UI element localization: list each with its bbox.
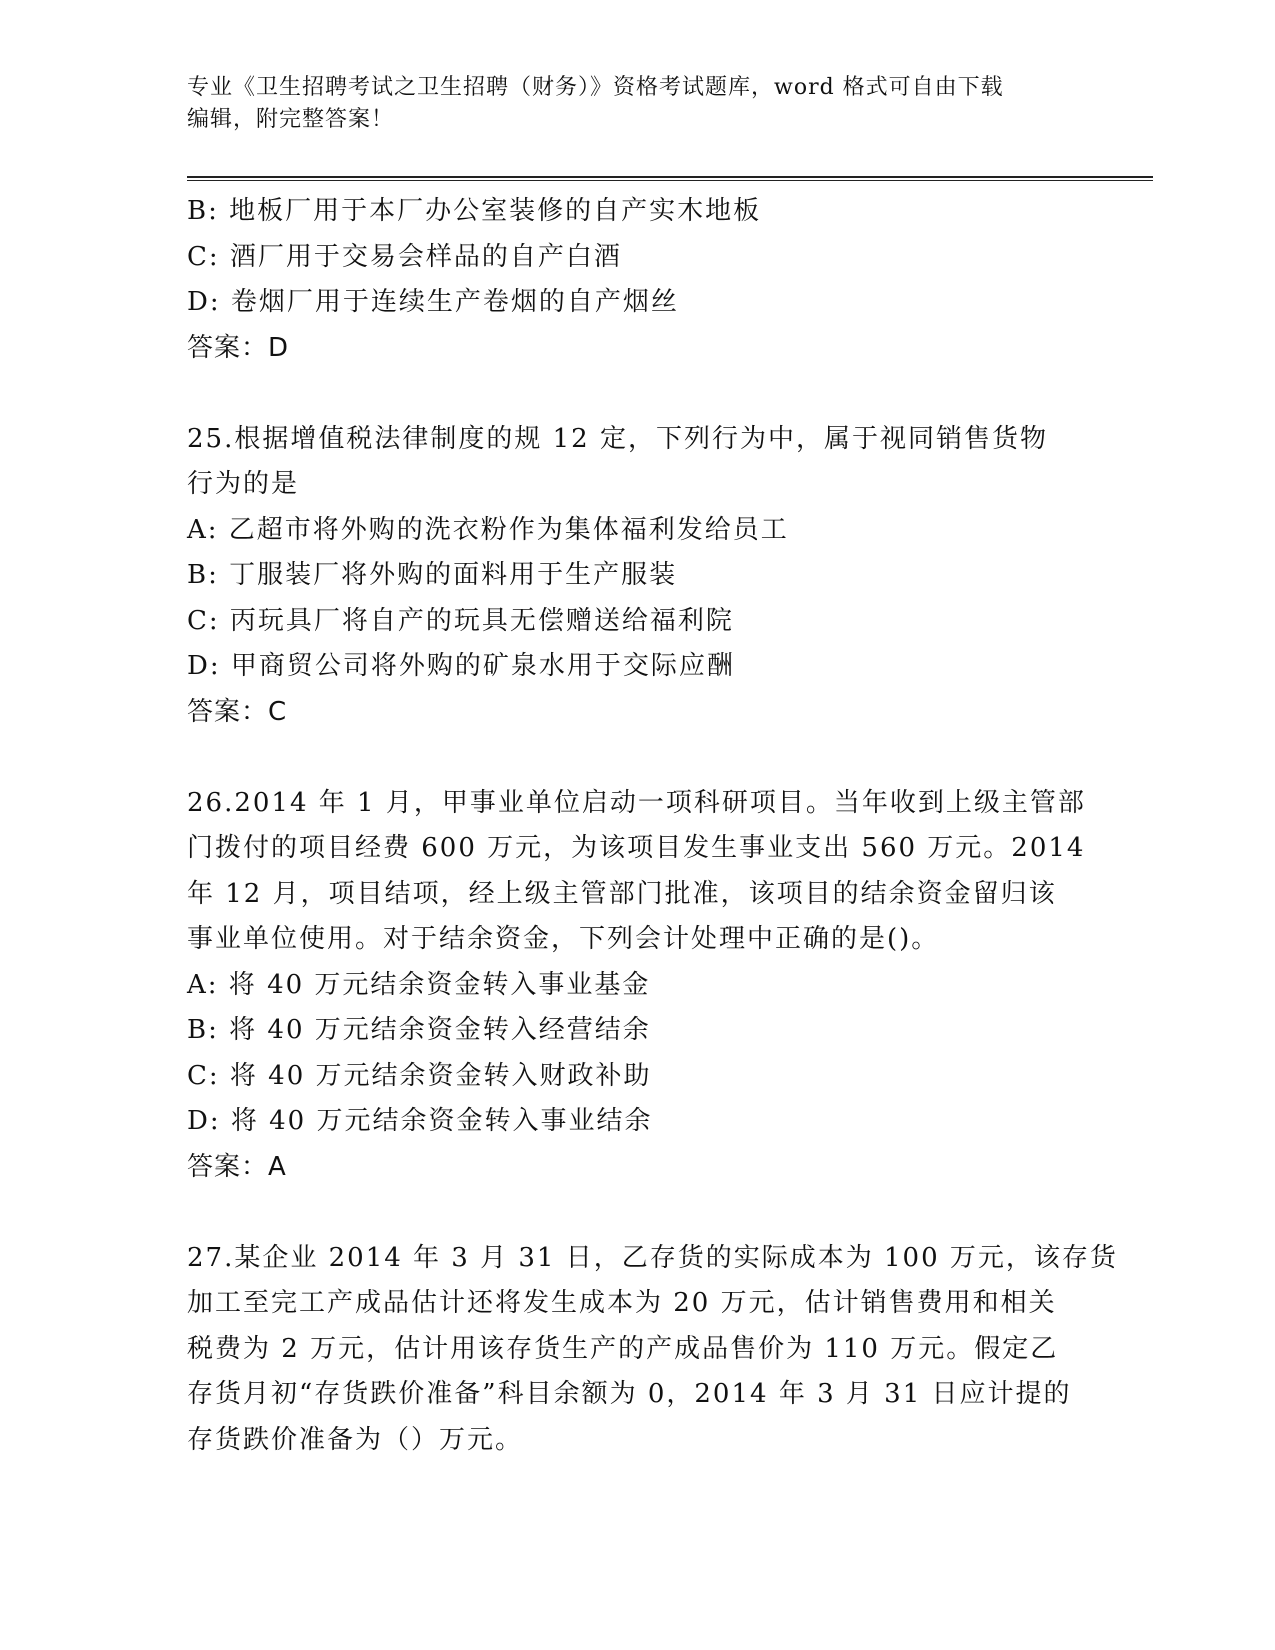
header-divider [187,176,1153,181]
header-line-2: 编辑，附完整答案！ [187,107,395,132]
question-stem-line: 27.某企业 2014 年 3 月 31 日，乙存货的实际成本为 100 万元，该存货 [187,1242,1118,1273]
question-27 [187,1236,1118,1464]
question-stem-line: 事业单位使用。对于结余资金，下列会计处理中正确的是()。 [187,924,940,954]
question-stem-line: 税费为 2 万元，估计用该存货生产的产成品售价为 110 万元。假定乙 [187,1333,1059,1364]
question-stem-line: 行为的是 [187,469,300,499]
question-stem-line: 存货月初“存货跌价准备”科目余额为 0，2014 年 3 月 31 日应计提的 [187,1379,1072,1409]
answer-line: 答案：D [187,332,290,363]
spacer [187,1190,1087,1236]
option-d: D: 将 40 万元结余资金转入事业结余 [187,1106,653,1136]
question-24 [187,189,1087,371]
option-c: C: 酒厂用于交易会样品的自产白酒 [187,241,622,272]
question-26 [187,781,1087,1191]
question-stem-line: 年 12 月，项目结项，经上级主管部门批准，该项目的结余资金留归该 [187,878,1057,909]
option-a: A: 将 40 万元结余资金转入事业基金 [187,969,651,1000]
option-a: A: 乙超市将外购的洗衣粉作为集体福利发给员工 [187,514,789,545]
option-c: C: 丙玩具厂将自产的玩具无偿赠送给福利院 [187,605,734,636]
spacer [187,735,1087,781]
header-line-1: 专业《卫生招聘考试之卫生招聘（财务）》资格考试题库，word 格式可自由下载 [187,75,1004,100]
document-body [187,189,1118,1463]
question-stem-line: 门拨付的项目经费 600 万元，为该项目发生事业支出 560 万元。2014 [187,833,1086,863]
option-c: C: 将 40 万元结余资金转入财政补助 [187,1060,652,1091]
answer-line: 答案：C [187,696,288,727]
question-stem-line: 26.2014 年 1 月，甲事业单位启动一项科研项目。当年收到上级主管部 [187,787,1086,818]
question-stem-line: 存货跌价准备为（）万元。 [187,1424,524,1455]
option-b: B: 将 40 万元结余资金转入经营结余 [187,1015,651,1045]
spacer [187,371,1087,417]
question-stem-line: 加工至完工产成品估计还将发生成本为 20 万元，估计销售费用和相关 [187,1288,1057,1318]
option-b: B: 地板厂用于本厂办公室装修的自产实木地板 [187,196,762,226]
option-d: D: 甲商贸公司将外购的矿泉水用于交际应酬 [187,651,735,681]
option-d: D: 卷烟厂用于连续生产卷烟的自产烟丝 [187,287,679,317]
question-25 [187,417,1087,736]
question-stem-line: 25.根据增值税法律制度的规 12 定，下列行为中，属于视同销售货物 [187,423,1048,454]
answer-line: 答案：A [187,1151,287,1182]
page-header [187,72,1087,136]
option-b: B: 丁服装厂将外购的面料用于生产服装 [187,560,678,590]
